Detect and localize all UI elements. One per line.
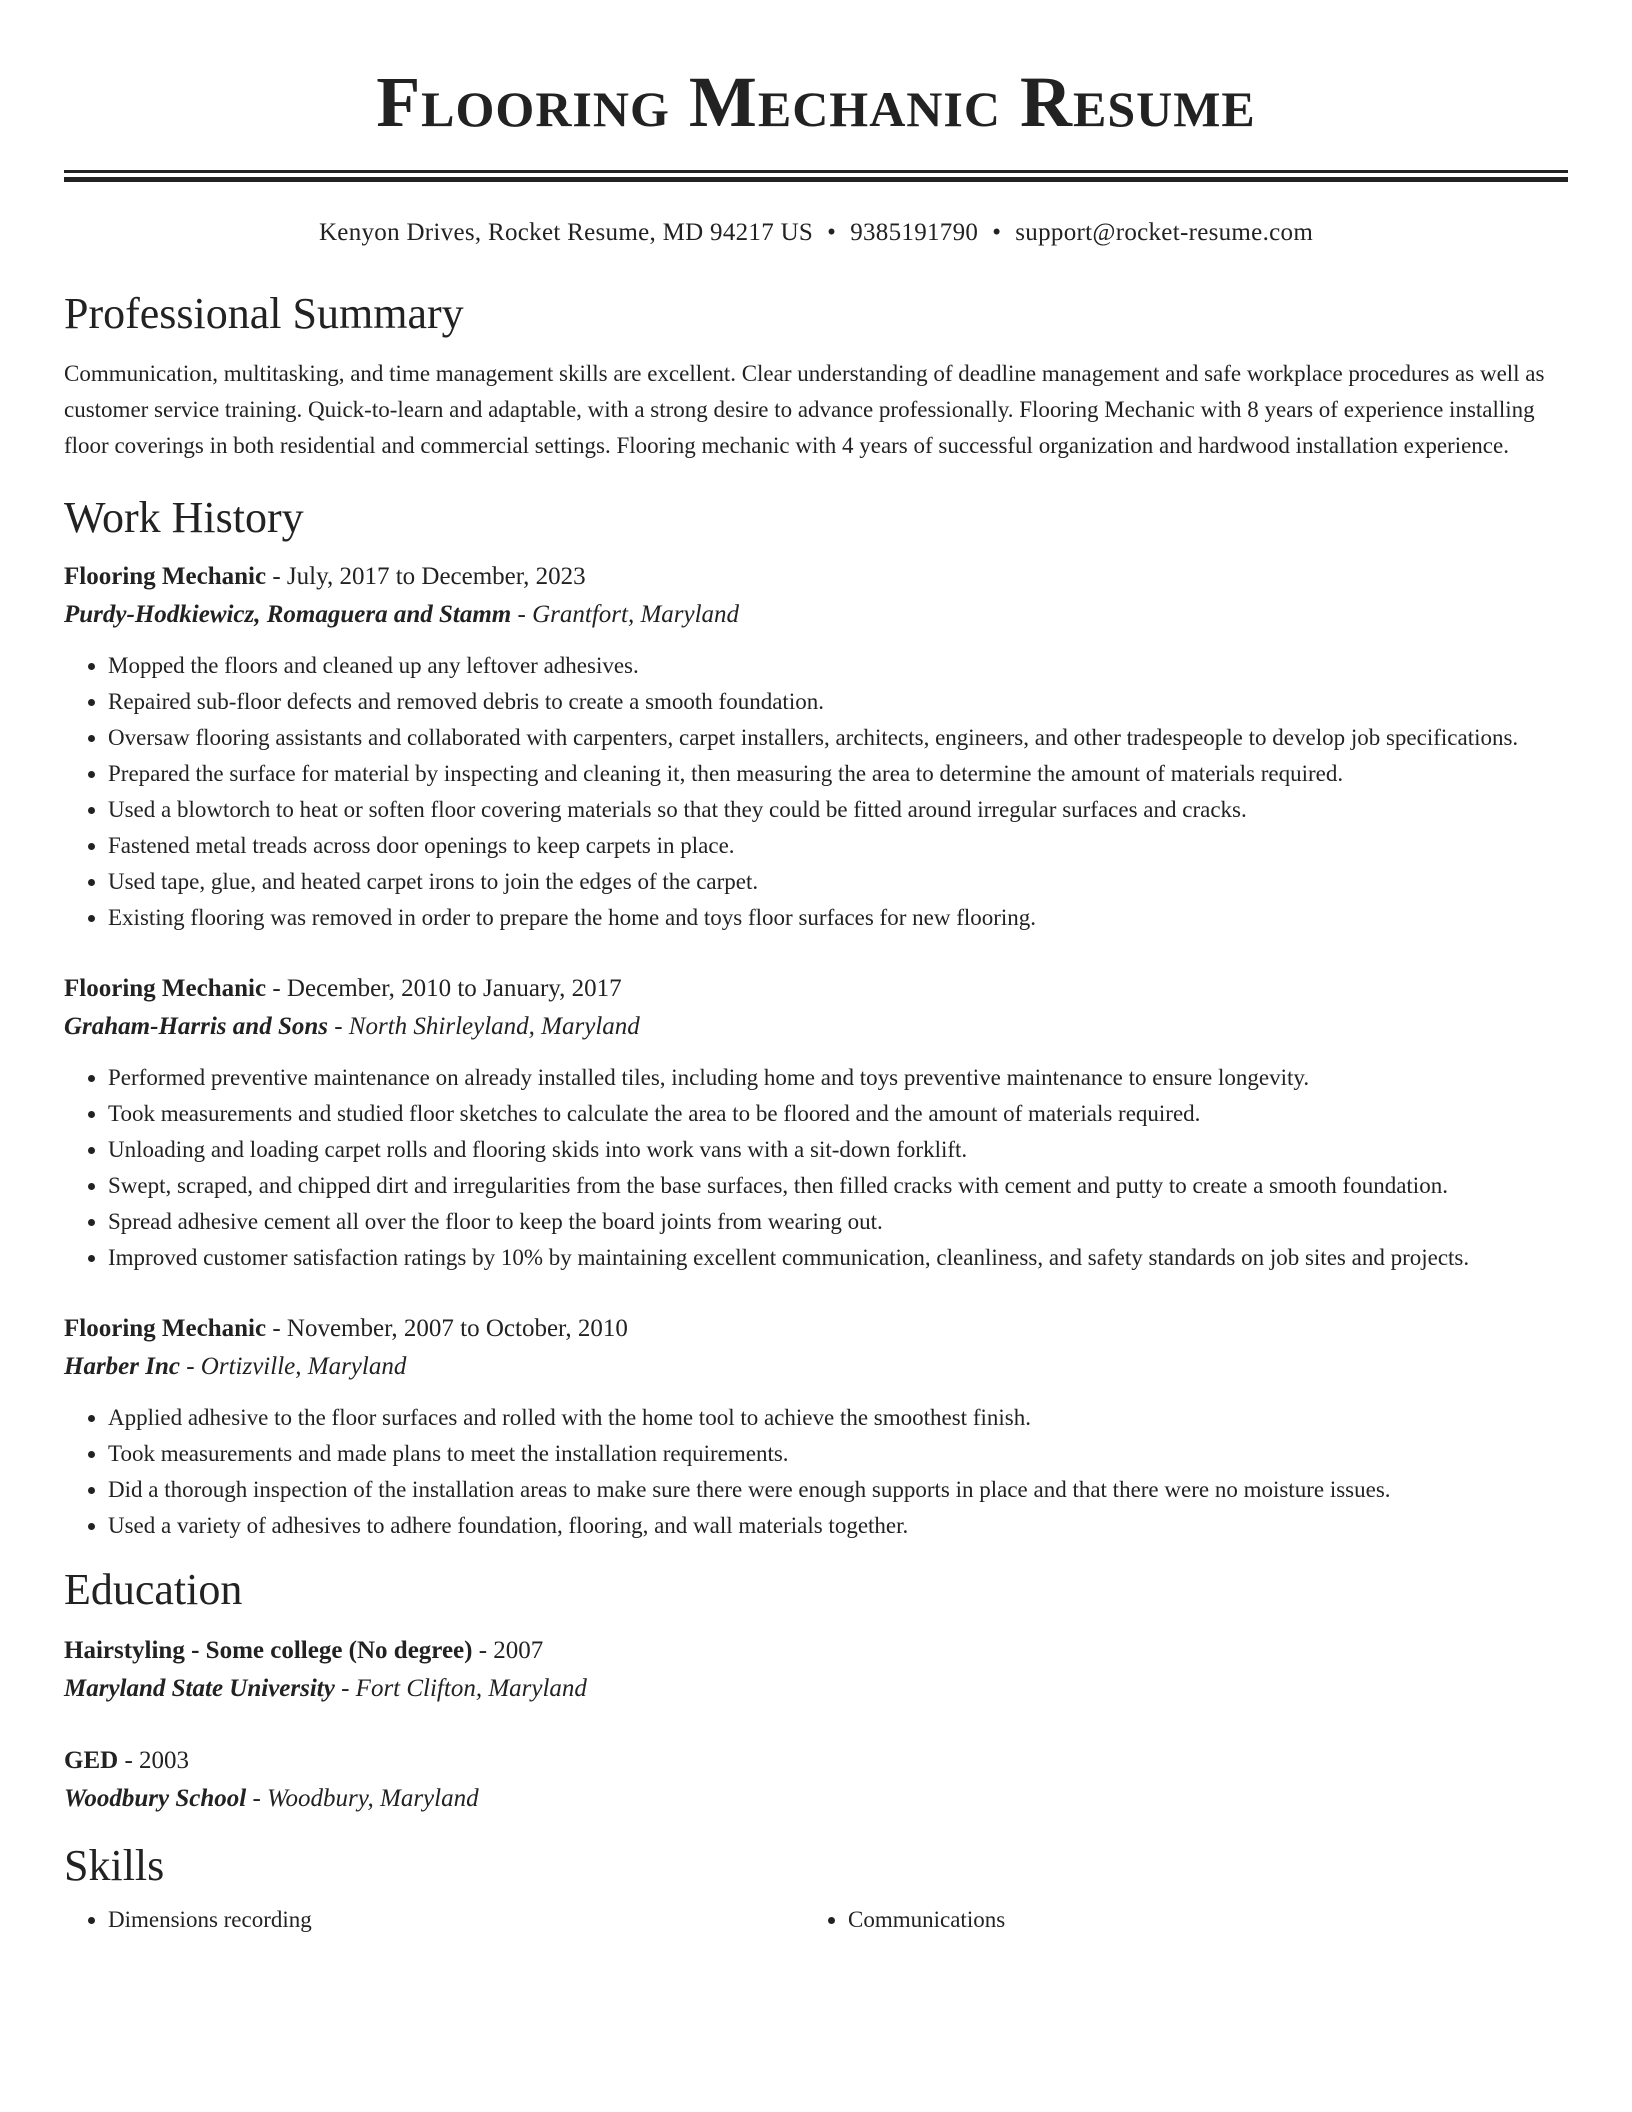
degree-line xyxy=(64,1742,1568,1780)
contact-phone: 9385191790 xyxy=(850,219,979,246)
job-location: - North Shirleyland, Maryland xyxy=(327,1013,640,1040)
list-item: • Prepared the surface for material by inspecting and cleaning it, then measuring the area to determine the amount of materials required. xyxy=(108,756,1568,792)
skills-list xyxy=(64,1902,1568,1938)
list-item: • Existing flooring was removed in order to prepare the home and toys floor surfaces for new flooring. xyxy=(108,900,1568,936)
contact-email: support@rocket-resume.com xyxy=(1015,219,1314,246)
list-item: • Used a variety of adhesives to adhere foundation, flooring, and wall materials together. xyxy=(108,1508,1568,1544)
job-bullets xyxy=(64,648,1568,936)
job-dates: - November, 2007 to October, 2010 xyxy=(266,1315,628,1342)
job-company-line xyxy=(64,1348,1568,1386)
contact-address: Kenyon Drives, Rocket Resume, MD 94217 US xyxy=(318,219,814,246)
list-item: • Oversaw flooring assistants and collaborated with carpenters, carpet installers, architects, engineers, and other tradespeople to develop job specifications. xyxy=(108,720,1568,756)
job-title-line xyxy=(64,970,1568,1008)
skills-heading: Skills xyxy=(64,1841,165,1890)
job-company-line xyxy=(64,596,1568,634)
skills-column-right xyxy=(804,1902,1544,1938)
job-dates: - December, 2010 to January, 2017 xyxy=(266,975,622,1002)
list-item: • Took measurements and made plans to meet the installation requirements. xyxy=(108,1436,1568,1472)
job-company-line xyxy=(64,1008,1568,1046)
job-title-line xyxy=(64,1310,1568,1348)
school-line xyxy=(64,1780,1568,1818)
job-title-line xyxy=(64,558,1568,596)
job-bullets xyxy=(64,1400,1568,1544)
education-entry xyxy=(64,1742,1568,1818)
graduation-year: - 2003 xyxy=(118,1747,190,1774)
job-company: Purdy-Hodkiewicz, Romaguera and Stamm xyxy=(64,601,512,628)
list-item: • Spread adhesive cement all over the floor to keep the board joints from wearing out. xyxy=(108,1204,1568,1240)
list-item: • Unloading and loading carpet rolls and flooring skids into work vans with a sit-down forklift. xyxy=(108,1132,1568,1168)
school-line xyxy=(64,1670,1568,1708)
school-location: - Woodbury, Maryland xyxy=(246,1785,479,1812)
summary-text: Communication, multitasking, and time management skills are excellent. Clear understanding of deadline management and safe workplace procedures as well as customer service training. Quick-to-learn and adaptable, with a strong desire to advance professionally. Flooring Mechanic with 8 years of experience installing floor coverings in both residential and commercial settings. Flooring mechanic with 4 years of successful organization and hardwood installation experience. xyxy=(64,361,1545,458)
job-entry xyxy=(64,970,1568,1276)
list-item: • Communications xyxy=(848,1902,1544,1938)
list-item: • Swept, scraped, and chipped dirt and irregularities from the base surfaces, then filled cracks with cement and putty to create a smooth foundation. xyxy=(108,1168,1568,1204)
school-location: - Fort Clifton, Maryland xyxy=(334,1675,587,1702)
job-company: Graham-Harris and Sons xyxy=(64,1013,328,1040)
resume-title: Flooring Mechanic Resume xyxy=(376,62,1256,142)
list-item: • Did a thorough inspection of the installation areas to make sure there were enough supports in place and that there were no moisture issues. xyxy=(108,1472,1568,1508)
job-bullets xyxy=(64,1060,1568,1276)
contact-separator: • xyxy=(827,219,837,246)
job-entry xyxy=(64,1310,1568,1544)
job-location: - Ortizville, Maryland xyxy=(179,1353,407,1380)
work-history-heading: Work History xyxy=(64,493,304,542)
degree-line xyxy=(64,1632,1568,1670)
job-dates: - July, 2017 to December, 2023 xyxy=(266,563,586,590)
school-name: Woodbury School xyxy=(64,1785,247,1812)
list-item: • Fastened metal treads across door openings to keep carpets in place. xyxy=(108,828,1568,864)
list-item: • Dimensions recording xyxy=(108,1902,804,1938)
summary-heading: Professional Summary xyxy=(64,289,464,338)
job-title: Flooring Mechanic xyxy=(64,975,267,1002)
list-item: • Improved customer satisfaction ratings by 10% by maintaining excellent communication, cleanliness, and safety standards on job sites and projects. xyxy=(108,1240,1568,1276)
title-divider xyxy=(64,170,1568,182)
job-title: Flooring Mechanic xyxy=(64,563,267,590)
list-item: • Used tape, glue, and heated carpet irons to join the edges of the carpet. xyxy=(108,864,1568,900)
list-item: • Performed preventive maintenance on already installed tiles, including home and toys preventive maintenance to ensure longevity. xyxy=(108,1060,1568,1096)
job-title: Flooring Mechanic xyxy=(64,1315,267,1342)
contact-line xyxy=(64,216,1568,250)
degree: GED xyxy=(64,1747,119,1774)
contact-separator: • xyxy=(992,219,1002,246)
job-location: - Grantfort, Maryland xyxy=(511,601,740,628)
education-entry xyxy=(64,1632,1568,1708)
list-item: • Applied adhesive to the floor surfaces and rolled with the home tool to achieve the smoothest finish. xyxy=(108,1400,1568,1436)
degree: Hairstyling - Some college (No degree) xyxy=(64,1637,473,1664)
skills-column-left xyxy=(64,1902,804,1938)
job-entry xyxy=(64,558,1568,936)
job-company: Harber Inc xyxy=(64,1353,180,1380)
list-item: • Mopped the floors and cleaned up any leftover adhesives. xyxy=(108,648,1568,684)
education-heading: Education xyxy=(64,1565,243,1614)
graduation-year: - 2007 xyxy=(472,1637,544,1664)
list-item: • Repaired sub-floor defects and removed debris to create a smooth foundation. xyxy=(108,684,1568,720)
school-name: Maryland State University xyxy=(64,1675,335,1702)
list-item: • Took measurements and studied floor sketches to calculate the area to be floored and the amount of materials required. xyxy=(108,1096,1568,1132)
list-item: • Used a blowtorch to heat or soften floor covering materials so that they could be fitted around irregular surfaces and cracks. xyxy=(108,792,1568,828)
